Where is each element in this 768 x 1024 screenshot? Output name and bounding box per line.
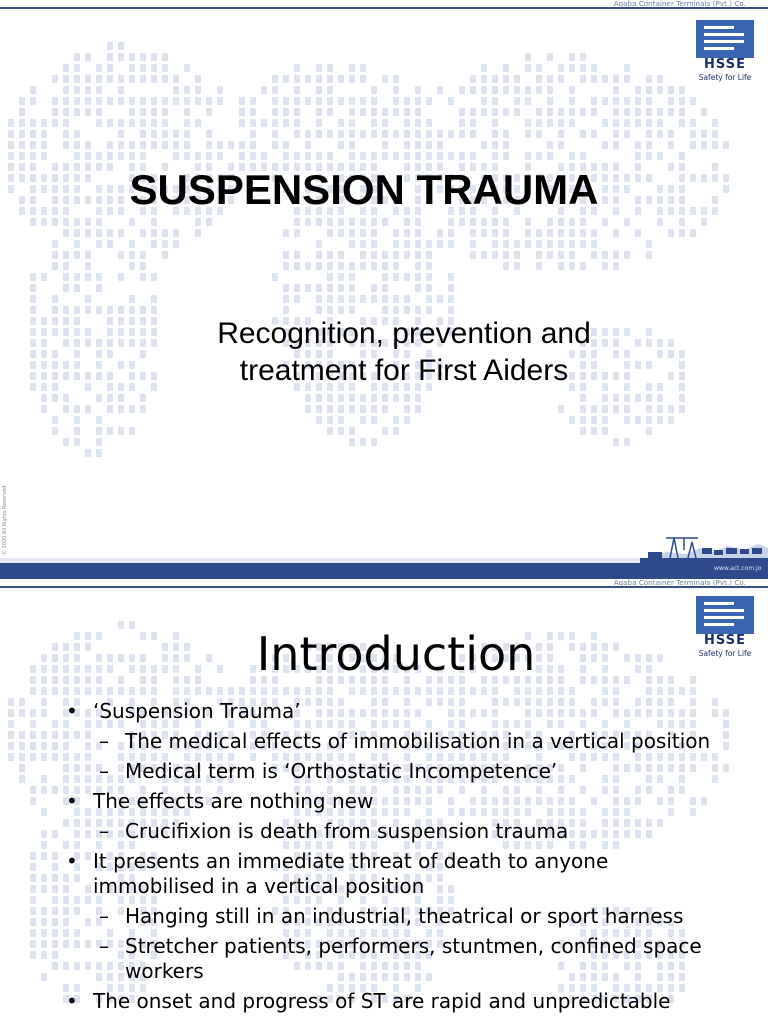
dash-marker: –: [99, 759, 109, 783]
dash-marker: –: [99, 729, 109, 753]
footer-band: [0, 563, 768, 579]
hsse-logo-text: HSSE: [704, 633, 746, 648]
bullet-list: [0, 699, 768, 1019]
website-url: www.act.com.jo: [714, 565, 762, 572]
bullet-text: The effects are nothing new: [93, 789, 374, 813]
sub-bullet-item: [0, 904, 715, 929]
slide-title: Introduction: [256, 627, 536, 681]
bullet-text: It presents an immediate threat of death to anyone immobilised in a vertical position: [93, 849, 609, 898]
bullet-item: [0, 849, 733, 899]
bullet-text: Crucifixion is death from suspension trauma: [125, 819, 569, 843]
dash-marker: –: [99, 934, 109, 958]
sub-bullet-item: [0, 819, 715, 844]
slide-title: SUSPENSION TRAUMA: [129, 166, 599, 213]
bullet-marker: •: [66, 699, 78, 723]
port-crane-illustration: [640, 524, 768, 566]
hsse-logo-tagline: Safety for Life: [698, 649, 752, 658]
dash-marker: –: [99, 904, 109, 928]
bullet-marker: •: [66, 989, 78, 1013]
slide-subtitle: Recognition, prevention and treatment for First Aiders: [217, 317, 591, 387]
bullet-text: Stretcher patients, performers, stuntmen, confined space workers: [125, 934, 702, 983]
bullet-marker: •: [66, 849, 78, 873]
dash-marker: –: [99, 819, 109, 843]
copyright-text: © 2020 All Rights Reserved: [2, 485, 8, 555]
company-name: Aqaba Container Terminals (Pvt.) Co.: [613, 0, 746, 8]
bullet-item: [0, 789, 733, 814]
bullet-text: Hanging still in an industrial, theatrical or sport harness: [125, 904, 684, 928]
sub-bullet-item: [0, 759, 715, 784]
company-name: Aqaba Container Terminals (Pvt.) Co.: [613, 579, 746, 587]
hsse-logo-text: HSSE: [704, 57, 746, 72]
hsse-logo: [696, 20, 754, 84]
introduction-slide: [0, 579, 768, 1024]
hsse-logo-mark: [696, 20, 754, 58]
bullet-text: The onset and progress of ST are rapid and unpredictable: [93, 989, 671, 1013]
bullet-text: Medical term is ‘Orthostatic Incompetence’: [125, 759, 558, 783]
bullet-text: The medical effects of immobilisation in a vertical position: [125, 729, 711, 753]
hsse-logo-tagline: Safety for Life: [698, 73, 752, 82]
sub-bullet-item: [0, 729, 715, 754]
bullet-text: ‘Suspension Trauma’: [93, 699, 301, 723]
bullet-item: [0, 699, 733, 724]
bullet-marker: •: [66, 789, 78, 813]
sub-bullet-item: [0, 934, 715, 984]
bullet-item: [0, 989, 733, 1014]
